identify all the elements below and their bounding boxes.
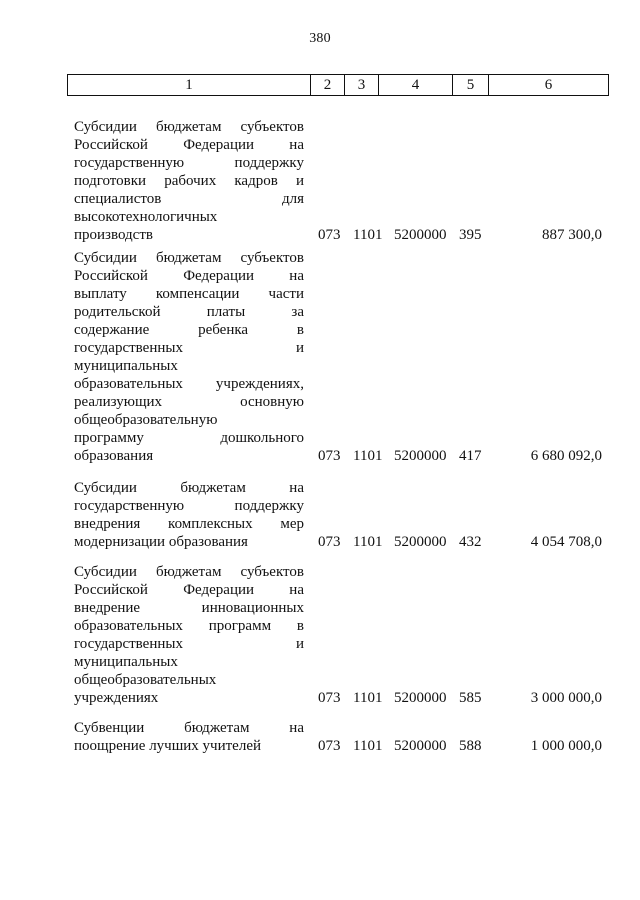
desc-line: Субсидии бюджетам на: [74, 480, 304, 496]
expense-type-code: 585: [459, 690, 482, 706]
desc-line: Субсидии бюджетам субъектов: [74, 119, 304, 135]
desc-line: внедрения комплексных мер: [74, 516, 304, 532]
header-row: [68, 75, 609, 96]
header-col-5: 5: [453, 75, 489, 96]
ministry-code: 073: [318, 534, 341, 550]
desc-line: программу дошкольного: [74, 430, 304, 446]
section-code: 1101: [353, 534, 383, 550]
expense-type-code: 395: [459, 227, 482, 243]
amount: 887 300,0: [542, 227, 602, 243]
row-description: [74, 249, 304, 465]
desc-line: реализующих основную: [74, 394, 304, 410]
ministry-code: 073: [318, 448, 341, 464]
desc-line: Субвенции бюджетам на: [74, 720, 304, 736]
desc-line: муниципальных: [74, 654, 178, 670]
desc-line: выплату компенсации части: [74, 286, 304, 302]
desc-line: высокотехнологичных: [74, 209, 218, 225]
header-col-1: 1: [68, 75, 311, 96]
desc-line: подготовки рабочих кадров и: [74, 173, 304, 189]
desc-line: муниципальных: [74, 358, 178, 374]
desc-line: образовательных программ в: [74, 618, 304, 634]
amount: 6 680 092,0: [530, 448, 602, 464]
amount: 1 000 000,0: [530, 738, 602, 754]
desc-line: Субсидии бюджетам субъектов: [74, 564, 304, 580]
section-code: 1101: [353, 448, 383, 464]
section-code: 1101: [353, 690, 383, 706]
header-col-4: 4: [379, 75, 453, 96]
article-code: 5200000: [394, 227, 447, 243]
amount: 4 054 708,0: [530, 534, 602, 550]
article-code: 5200000: [394, 448, 447, 464]
expense-type-code: 417: [459, 448, 482, 464]
article-code: 5200000: [394, 738, 447, 754]
desc-line: Субсидии бюджетам субъектов: [74, 250, 304, 266]
desc-line: государственную поддержку: [74, 498, 304, 514]
ministry-code: 073: [318, 738, 341, 754]
row-description: [74, 719, 304, 755]
desc-line: производств: [74, 227, 153, 243]
desc-line: общеобразовательных: [74, 672, 217, 688]
desc-line: Российской Федерации на: [74, 137, 304, 153]
desc-line: содержание ребенка в: [74, 322, 304, 338]
header-col-3: 3: [345, 75, 379, 96]
header-col-6: 6: [489, 75, 609, 96]
ministry-code: 073: [318, 227, 341, 243]
section-code: 1101: [353, 227, 383, 243]
column-header-table: [67, 74, 609, 96]
section-code: 1101: [353, 738, 383, 754]
expense-type-code: 432: [459, 534, 482, 550]
row-description: [74, 479, 304, 551]
desc-line: родительской платы за: [74, 304, 304, 320]
row-description: [74, 563, 304, 707]
desc-line: поощрение лучших учителей: [74, 738, 262, 754]
desc-line: учреждениях: [74, 690, 159, 706]
row-description: [74, 118, 304, 244]
desc-line: образования: [74, 448, 154, 464]
desc-line: Российской Федерации на: [74, 582, 304, 598]
desc-line: общеобразовательную: [74, 412, 218, 428]
desc-line: специалистов для: [74, 191, 304, 207]
amount: 3 000 000,0: [530, 690, 602, 706]
page-number: 380: [309, 31, 331, 46]
desc-line: Российской Федерации на: [74, 268, 304, 284]
desc-line: модернизации образования: [74, 534, 248, 550]
desc-line: государственных и: [74, 636, 304, 652]
expense-type-code: 588: [459, 738, 482, 754]
desc-line: государственную поддержку: [74, 155, 304, 171]
header-col-2: 2: [311, 75, 345, 96]
desc-line: образовательных учреждениях,: [74, 376, 304, 392]
article-code: 5200000: [394, 690, 447, 706]
desc-line: внедрение инновационных: [74, 600, 304, 616]
article-code: 5200000: [394, 534, 447, 550]
ministry-code: 073: [318, 690, 341, 706]
desc-line: государственных и: [74, 340, 304, 356]
